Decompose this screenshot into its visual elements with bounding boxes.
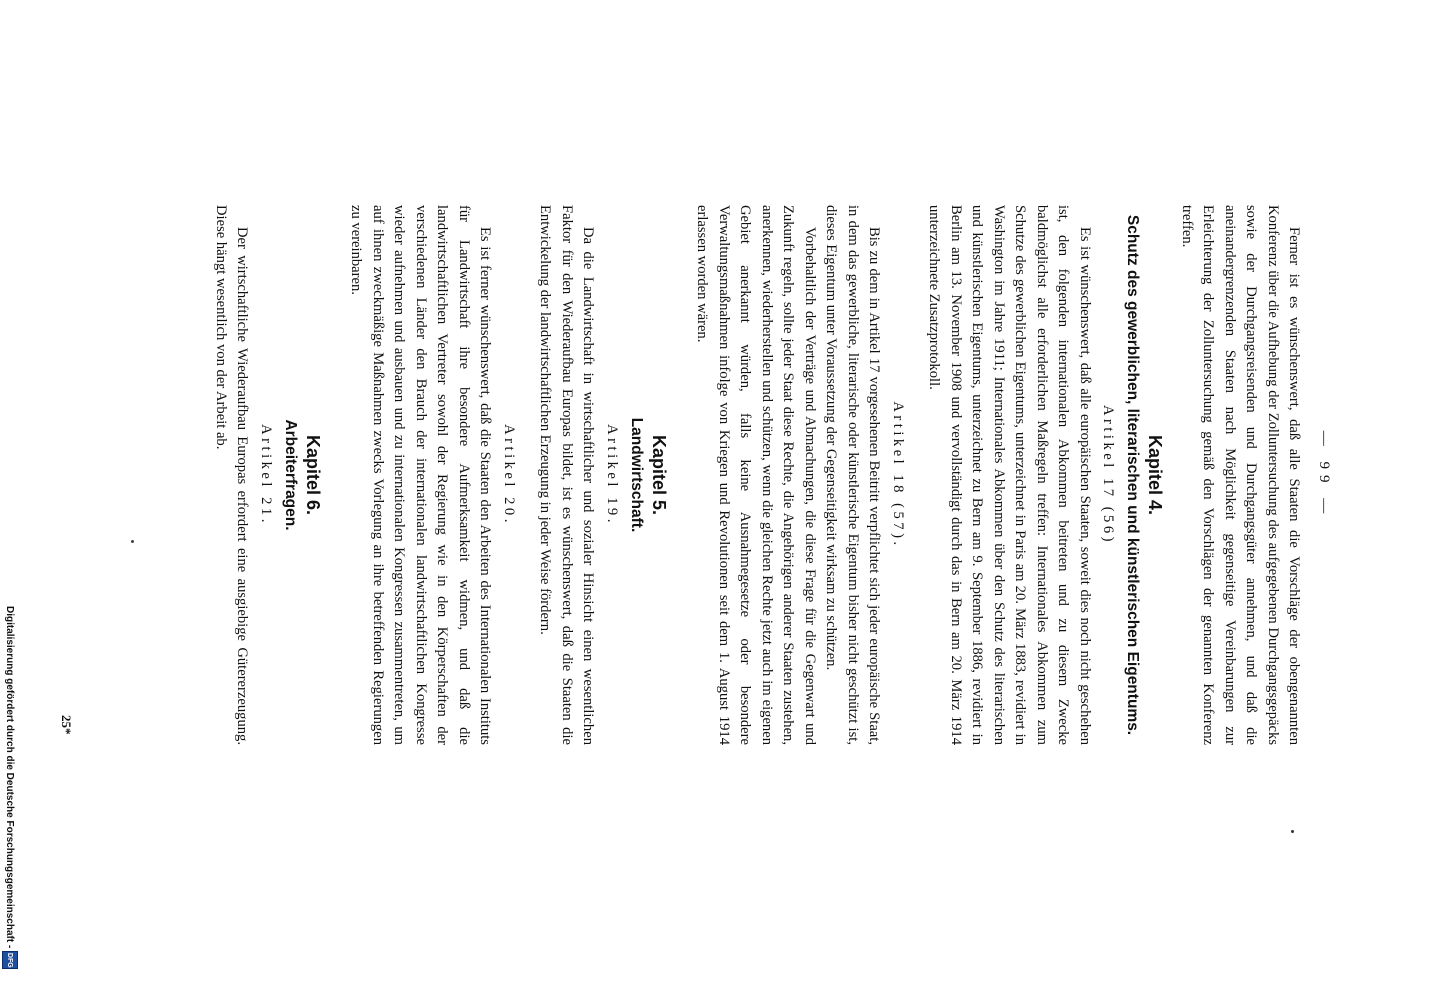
chapter-6-title: Kapitel 6. [303, 434, 323, 516]
dfg-logo-icon: DFG [2, 951, 18, 969]
article-20-text: Es ist ferner wünschenswert, daß die Staaten den Arbeiten des Internationalen Instituts für Landwirtschaft ihre besondere Aufmerksamkeit widmen, und daß die landwirtschaftlichen Vertreter sowohl der Regierung wie in den Körperschaften der verschiedenen Länder den Brauch der internationalen landwirtschaftlichen Kongresse wieder aufnehmen und ausbauen und zu internationalen Kongressen zusammentreten, um auf ihnen zweckmäßige Maßnahmen zwecks Vorlegung an ihre betreffenden Regierungen zu vereinbaren. [348, 205, 494, 745]
text-block [210, 205, 1335, 745]
chapter-4-title: Kapitel 4. [1145, 434, 1166, 516]
article-18-text-2: Vorbehaltlich der Verträge und Abmachungen, die diese Frage für die Gegenwart und Zukunft regeln, sollte jeder Staat diese Rechte, die Angehörigen anderer Staaten zustehen, anerkennen, wiederherstellen und schützen, wenn die gleichen Rechte jetzt auch im eigenen Gebiet anerkannt würden, falls keine Ausnahmegesetze oder besondere Verwaltungsmaßnahmen infolge von Kriegen und Revolutionen seit dem 1. August 1914 erlassen worden wären. [694, 205, 818, 745]
chapter-4-subtitle: Schutz des gewerblichen, literarischen und künstlerischen Eigentums. [1124, 214, 1142, 736]
article-19-heading: Artikel 19. [604, 424, 620, 526]
chapter-5-subtitle: Landwirtschaft. [628, 417, 645, 533]
intro-paragraph: Ferner ist es wünschenswert, daß alle Staaten die Vorschläge der obengenannten Konferenz über die Aufhebung der Zolluntersuchung des aufgegebenen Durchgangsgepäcks sowie der Durchgangsreisenden und Durchgangsgüter annehmen, und daß die aneinandergrenzenden Staaten nach Möglichkeit gegenseitige Vereinbarungen zur Erleichterung der Zolluntersuchung gemäß den Vorschlägen der genannten Konferenz treffen. [1179, 205, 1303, 745]
scan-speck [1291, 830, 1294, 833]
article-18-text-1: Bis zu dem in Artikel 17 vorgesehenen Beitritt verpflichtet sich jeder europäische Staat, in dem das gewerbliche, literarische oder künstlerische Eigentum bisher nicht geschützt ist, dieses Eigentum unter Voraussetzung der Gegenseitigkeit wirksam zu schützen. [823, 205, 883, 745]
article-20-heading: Artikel 20. [501, 424, 517, 526]
article-21-text: Der wirtschaftliche Wiederaufbau Europas erfordert eine ausgiebige Gütererzeugung. Diese hängt wesentlich von der Arbeit ab. [213, 205, 251, 745]
article-21-heading: Artikel 21. [258, 424, 274, 526]
page-number: — 99 — [1316, 430, 1332, 520]
page-signature-mark: 25* [59, 715, 74, 735]
article-18-heading: Artikel 18 (57). [890, 401, 906, 549]
chapter-5-title: Kapitel 5. [649, 434, 669, 516]
digitization-footer [0, 0, 22, 1000]
scan-speck [131, 540, 134, 543]
article-17-heading: Artikel 17 (56) [1100, 404, 1117, 546]
article-17-text: Es ist wünschenswert, daß alle europäischen Staaten, soweit dies noch nicht geschehen ist, den folgenden internationalen Abkommen beitreten und zu diesem Zwecke baldmöglichst alle erforderlichen Maßregeln treffen: Internationales Abkommen zum Schutze des gewerblichen Eigentums, unterzeichnet in Paris am 20. März 1883, revidiert in Washington im Jahre 1911; Internationales Abkommen über den Schutz des literarischen und künstlerischen Eigentums, unterzeichnet zu Bern am 9. September 1886, revidiert in Berlin am 13. November 1908 und vervollständigt durch das in Bern am 20. März 1914 unterzeichnete Zusatzprotokoll. [926, 205, 1093, 745]
footer-text: Digitalisierung gefördert durch die Deutsche Forschungsgemeinschaft - [4, 606, 16, 949]
footer-content [2, 606, 18, 996]
article-19-text: Da die Landwirtschaft in wirtschaftlicher und sozialer Hinsicht einen wesentlichen Faktor für den Wiederaufbau Europas bildet, ist es wünschenswert, daß die Staaten die Entwickelung der landwirtschaftlichen Erzeugung in jeder Weise fördern. [537, 205, 597, 745]
chapter-6-subtitle: Arbeiterfragen. [282, 419, 299, 531]
